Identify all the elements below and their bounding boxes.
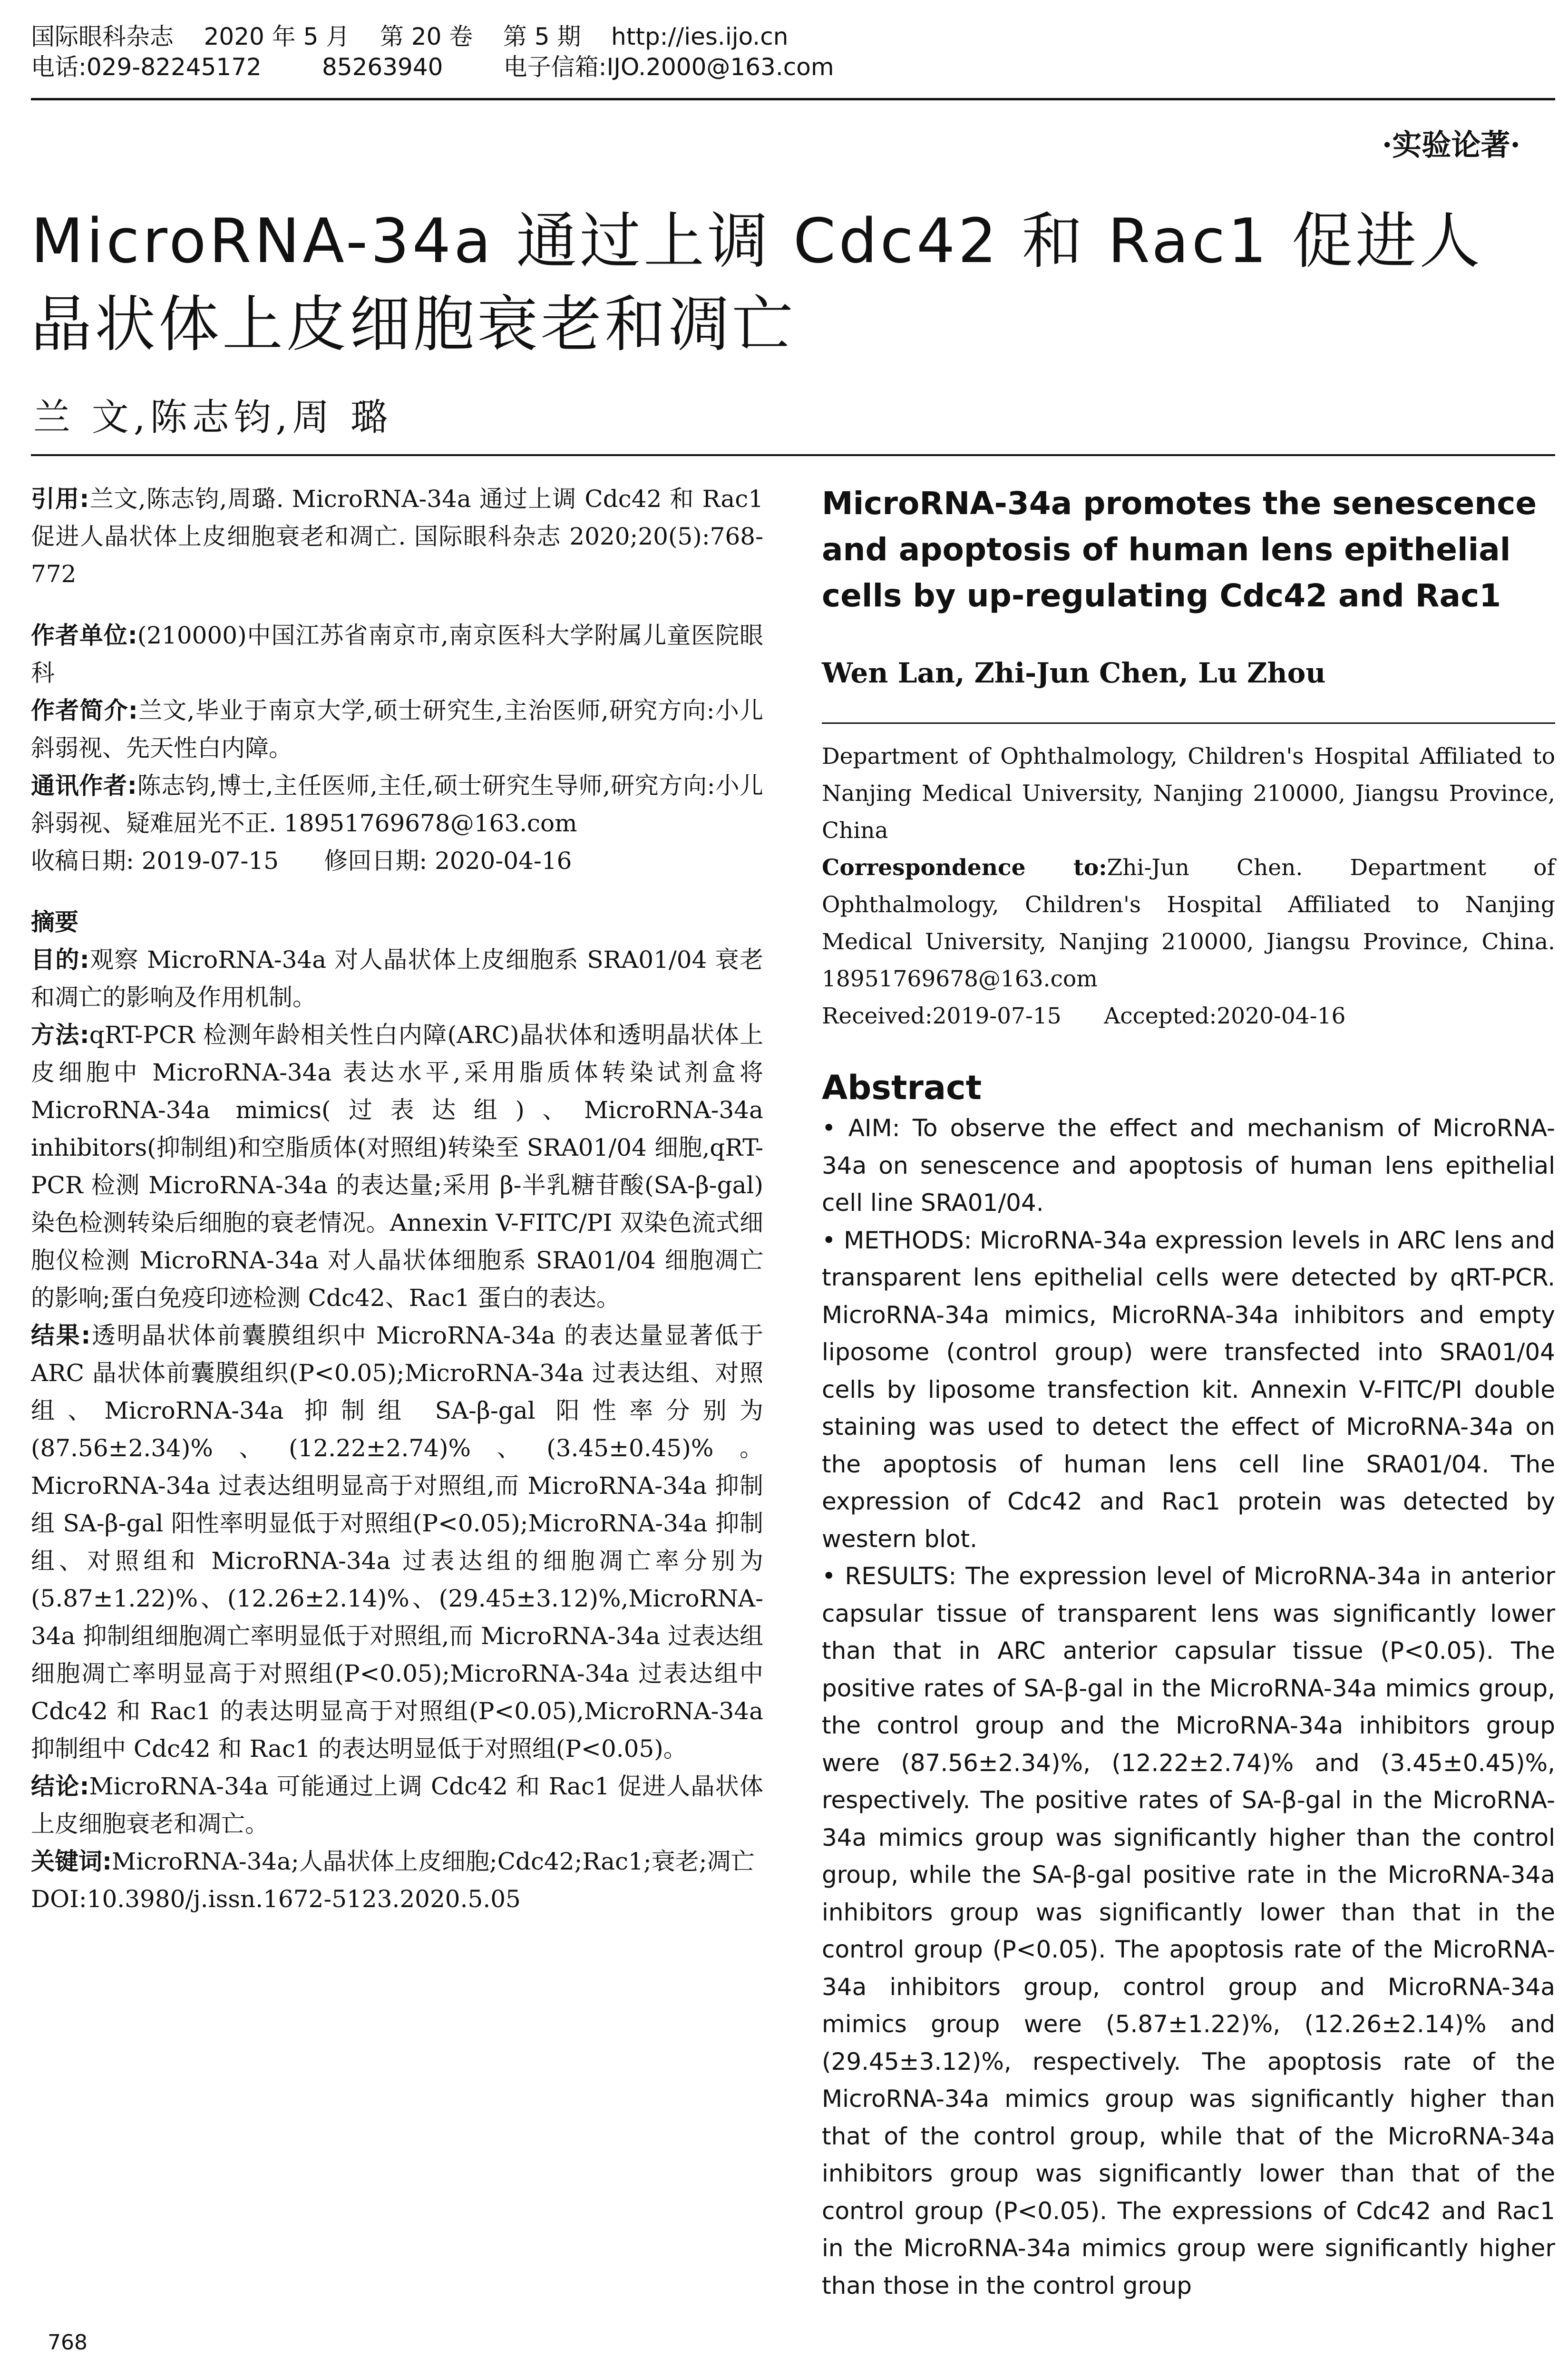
citation bbox=[31, 480, 763, 593]
authors-chinese: 兰 文,陈志钧,周 璐 bbox=[33, 396, 393, 439]
journal-header-line2: 电话:029-82245172 85263940 电子信箱:IJO.2000@163.com bbox=[31, 53, 834, 81]
methods-text: qRT-PCR 检测年龄相关性白内障(ARC)晶状体和透明晶状体上皮细胞中 MicroRNA-34a 表达水平,采用脂质体转染试剂盒将 MicroRNA-34a mimics(过表达组)、MicroRNA-34a inhibitors(抑制组)和空脂质体(对照组)转染至 SRA01/04 细胞,qRT-PCR 检测 MicroRNA-34a 的表达量;采用 β-半乳糖苷酸(SA-β-gal)染色检测转染后细胞的衰老情况。Annexin V-FITC/PI 双染色流式细胞仪检测 MicroRNA-34a 对人晶状体细胞系 SRA01/04 细胞凋亡的影响;蛋白免疫印迹检测 Cdc42、Rac1 蛋白的表达。 bbox=[31, 1021, 763, 1312]
english-affiliation: Department of Ophthalmology, Children's Hospital Affiliated to Nanjing Medical University, Nanjing 210000, Jiangsu Province, China bbox=[822, 743, 1555, 844]
conclusion-text: MicroRNA-34a 可能通过上调 Cdc42 和 Rac1 促进人晶状体上皮细胞衰老和凋亡。 bbox=[31, 1773, 763, 1838]
english-correspondence bbox=[822, 849, 1555, 998]
abstract-heading: Abstract bbox=[822, 1068, 982, 1107]
right-column bbox=[822, 480, 1555, 2304]
article-title: MicroRNA-34a 通过上调 Cdc42 和 Rac1 促进人晶状体上皮细胞衰老和凋亡 bbox=[31, 206, 1483, 360]
corresp-label: 通讯作者: bbox=[31, 772, 137, 799]
english-abstract bbox=[822, 1110, 1555, 2304]
affiliation-label: 作者单位: bbox=[31, 622, 137, 649]
english-dates: Received:2019-07-15 Accepted:2020-04-16 bbox=[822, 1003, 1346, 1029]
left-column bbox=[31, 480, 763, 1918]
affiliation-text: (210000)中国江苏省南京市,南京医科大学附属儿童医院眼科 bbox=[31, 622, 764, 687]
doi: DOI:10.3980/j.issn.1672-5123.2020.5.05 bbox=[31, 1885, 521, 1913]
abstract-methods: • METHODS: MicroRNA-34a expression levels in ARC lens and transparent lens epithelial cells were detected by qRT-PCR. MicroRNA-34a mimics, MicroRNA-34a inhibitors and empty liposome (control group) were transfected into SRA01/04 cells by liposome transfection kit. Annexin V-FITC/PI double staining was used to detect the effect of MicroRNA-34a on the apoptosis of human lens cell line SRA01/04. The expression of Cdc42 and Rac1 protein was detected by western blot. bbox=[822, 1226, 1555, 1553]
english-authors: Wen Lan, Zhi-Jun Chen, Lu Zhou bbox=[822, 657, 1326, 689]
english-title: MicroRNA-34a promotes the senescence and apoptosis of human lens epithelial cells by up-regulating Cdc42 and Rac1 bbox=[822, 485, 1537, 614]
affiliation-cn bbox=[31, 617, 763, 692]
corresp-text: 陈志钧,博士,主任医师,主任,硕士研究生导师,研究方向:小儿斜弱视、疑难屈光不正. 18951769678@163.com bbox=[31, 772, 764, 837]
title-rule bbox=[31, 454, 1555, 456]
conclusion-cn bbox=[31, 1768, 763, 1843]
methods-label: 方法: bbox=[31, 1021, 89, 1049]
corresponding-author-cn bbox=[31, 767, 763, 842]
citation-text: 兰文,陈志钧,周璐. MicroRNA-34a 通过上调 Cdc42 和 Rac1 促进人晶状体上皮细胞衰老和凋亡. 国际眼科杂志 2020;20(5):768-772 bbox=[31, 485, 764, 588]
abstract-results: • RESULTS: The expression level of MicroRNA-34a in anterior capsular tissue of transparent lens was significantly lower than that in ARC anterior capsular tissue (P<0.05). The positive rates of SA-β-gal in the MicroRNA-34a mimics group, the control group and the MicroRNA-34a inhibitors group were (87.56±2.34)%, (12.22±2.74)% and (3.45±0.45)%, respectively. The positive rates of SA-β-gal in the MicroRNA-34a mimics group was significantly higher than the control group, while the SA-β-gal positive rate in the MicroRNA-34a inhibitors group was significantly lower than that in the control group (P<0.05). The apoptosis rate of the MicroRNA-34a inhibitors group, control group and MicroRNA-34a mimics group were (5.87±1.22)%, (12.26±2.14)% and (29.45±3.12)%, respectively. The apoptosis rate of the MicroRNA-34a mimics group was significantly higher than that of the control group, while that of the MicroRNA-34a inhibitors group was significantly lower than that of the control group (P<0.05). The expressions of Cdc42 and Rac1 in the MicroRNA-34a mimics group were significantly higher than those in the control group bbox=[822, 1562, 1555, 2299]
objective-label: 目的: bbox=[31, 946, 89, 974]
english-authors-rule bbox=[822, 722, 1555, 724]
results-cn bbox=[31, 1317, 763, 1768]
keywords-label: 关键词: bbox=[31, 1848, 112, 1875]
correspondence-text: Zhi-Jun Chen. Department of Ophthalmology, Children's Hospital Affiliated to Nanjing Medical University, Nanjing 210000, Jiangsu Province, China. 18951769678@163.com bbox=[822, 855, 1555, 992]
objective-text: 观察 MicroRNA-34a 对人晶状体上皮细胞系 SRA01/04 衰老和凋亡的影响及作用机制。 bbox=[31, 946, 764, 1011]
author-bio bbox=[31, 692, 763, 767]
english-affiliation-block bbox=[822, 738, 1555, 1035]
conclusion-label: 结论: bbox=[31, 1773, 89, 1800]
results-text: 透明晶状体前囊膜组织中 MicroRNA-34a 的表达量显著低于 ARC 晶状体前囊膜组织(P<0.05);MicroRNA-34a 过表达组、对照组、MicroRNA-34a 抑制组 SA-β-gal 阳性率分别为(87.56±2.34)%、(12.22±2.74)%、(3.45±0.45)%。MicroRNA-34a 过表达组明显高于对照组,而 MicroRNA-34a 抑制组 SA-β-gal 阳性率明显低于对照组(P<0.05);MicroRNA-34a 抑制组、对照组和 MicroRNA-34a 过表达组的细胞凋亡率分别为(5.87±1.22)%、(12.26±2.14)%、(29.45±3.12)%,MicroRNA-34a 抑制组细胞凋亡率明显低于对照组,而 MicroRNA-34a 过表达组细胞凋亡率明显高于对照组(P<0.05);MicroRNA-34a 过表达组中 Cdc42 和 Rac1 的表达明显高于对照组(P<0.05),MicroRNA-34a 抑制组中 Cdc42 和 Rac1 的表达明显低于对照组(P<0.05)。 bbox=[31, 1322, 763, 1763]
objective bbox=[31, 941, 763, 1016]
citation-label: 引用: bbox=[31, 485, 89, 513]
journal-header bbox=[31, 21, 1539, 82]
abstract-heading-cn: 摘要 bbox=[31, 908, 78, 936]
section-tag: ·实验论著· bbox=[1382, 127, 1520, 162]
keywords-cn bbox=[31, 1843, 763, 1880]
methods-cn bbox=[31, 1016, 763, 1317]
dates-cn: 收稿日期: 2019-07-15 修回日期: 2020-04-16 bbox=[31, 847, 572, 875]
header-rule bbox=[31, 98, 1555, 100]
page-number: 768 bbox=[48, 2330, 88, 2355]
bio-text: 兰文,毕业于南京大学,硕士研究生,主治医师,研究方向:小儿斜弱视、先天性白内障。 bbox=[31, 697, 763, 762]
bio-label: 作者简介: bbox=[31, 697, 138, 724]
keywords-text: MicroRNA-34a;人晶状体上皮细胞;Cdc42;Rac1;衰老;凋亡 bbox=[112, 1848, 755, 1875]
results-label: 结果: bbox=[31, 1322, 91, 1349]
journal-header-line1: 国际眼科杂志 2020 年 5 月 第 20 卷 第 5 期 http://ies.ijo.cn bbox=[31, 23, 789, 50]
correspondence-label: Correspondence to: bbox=[822, 855, 1107, 881]
abstract-aim: • AIM: To observe the effect and mechanism of MicroRNA-34a on senescence and apoptosis of human lens epithelial cell line SRA01/04. bbox=[822, 1114, 1555, 1217]
